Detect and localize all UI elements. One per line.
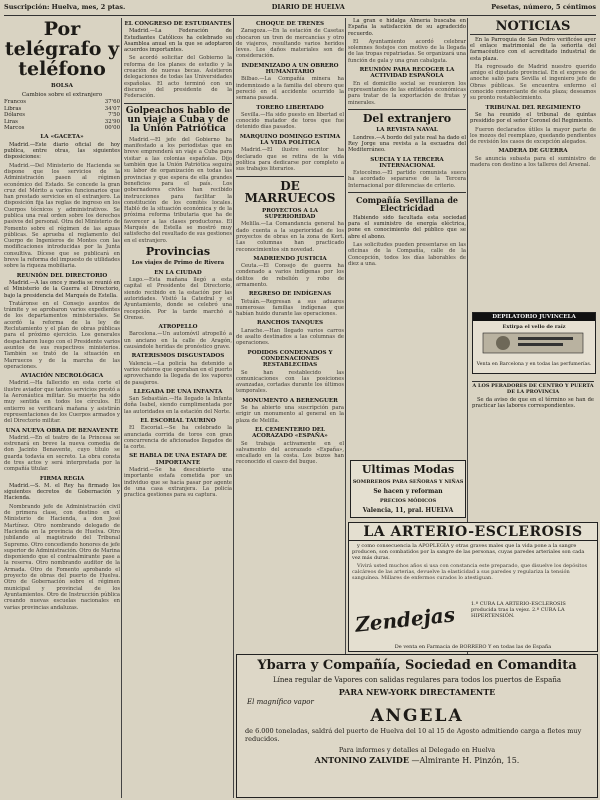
stock-table	[4, 99, 120, 131]
stock-value: 37'60	[104, 99, 120, 106]
section-title-condenados: PODIDOS CONDENADOS Y CONDENACIONES RESTABLECIDAS	[247, 349, 333, 369]
article-filler: Ha regresado de Madrid nuestro querido amigo el diputado provincial. En el expreso de anoche salió para Sevilla el ingeniero jefe de Obras públicas. Se encuentra enfermo el conocido comerciante de esta plaza; deseamos su pronto restablecimiento.	[470, 63, 596, 102]
section-title-necrologica: AVIACIÓN NECROLÓGICA	[20, 373, 104, 380]
ultimas-modas-title: Ultimas Modas	[361, 463, 455, 476]
divider	[236, 176, 344, 177]
article-text: Madrid.—La Federación de Estudiantes Católicos ha celebrado su Asamblea anual en la que se adoptaron acuerdos importantes.	[124, 28, 232, 54]
section-title-raterismos: RATERISMOS DISGUSTADOS	[131, 353, 225, 360]
article-filler: Valencia.—La policía ha detenido a varios rateros que operaban en el puerto aprovechando la llegada de los vapores de pasajeros.	[124, 360, 232, 386]
article-filler: Tetuán.—Regresan a sus aduares numerosas familias indígenas que habían huido durante las operaciones.	[236, 298, 344, 318]
section-subtitle-bolsa: Cambios sobre el extranjero	[21, 92, 103, 99]
article-filler: Bilbao.—La Compañía minera ha indemnizado a la familia del obrero que pereció en el accidente ocurrido la semana pasada.	[236, 76, 344, 102]
section-subtitle-marruecos: PROYECTOS A LA SUPERIORIDAD	[261, 207, 319, 221]
arterio-text: y como consecuencia la APOPLEGIA y otras graves males que la vida pone a la sangre producen, son combatidos por la sangre de las personas, cuyas paredes arteriales son cada vez más duras.	[352, 543, 585, 561]
article-filler: El Ayuntamiento acordó celebrar solemnes festejos con motivo de la llegada de las tropas repatriadas. Se organizará una función de gala y una gran cabalgata.	[348, 38, 466, 64]
article-filler: Melilla.—La Comandancia general ha dado cuenta a la superioridad de los proyectos de obras en la zona de Kert. Las columnas han practicado reconocimientos sin novedad.	[236, 221, 344, 253]
article-filler: Madrid.—El ilustre escritor ha declarado que se retira de la vida política para dedicarse por completo a sus trabajos literarios.	[236, 147, 344, 173]
section-title-reunion: REUNIÓN DEL DIRECTORIO	[16, 272, 108, 279]
compania-title: Compañía Sevillana de Electricidad	[355, 195, 459, 214]
section-title-estafa: SE HABLA DE UNA ESTAFA DE IMPORTANTE	[129, 453, 227, 466]
section-title-tribunal: TRIBUNAL DEL REGIMIENTO	[485, 104, 581, 111]
zendejas-logo	[355, 601, 465, 645]
headline-cuba: Golpeachos hablo de un viaje a Cuba y de la Unión Patriótica	[125, 105, 231, 135]
article-text: Se da aviso de que en el término se han de practicar las labores correspondientes.	[472, 396, 594, 408]
ybarra-ship-name: ANGELA	[370, 706, 464, 726]
section-title-tanques: RANCHOS TANQUES	[256, 320, 324, 327]
section-subtitle-viajes: Los viajes de Primo de Rivera	[131, 260, 225, 267]
section-title-atropello: ATROPELLO	[158, 324, 198, 331]
ultimas-modas-ad	[350, 460, 466, 518]
ybarra-agent-line	[237, 755, 597, 765]
section-title-extranjero: Del extranjero	[362, 111, 452, 125]
divider	[348, 109, 466, 110]
article-filler: Estocolmo.—El partido comunista sueco ha acordado separarse de la Tercera Internacional por diferencias de criterio.	[348, 170, 466, 189]
main-headline: Por telégrafo y teléfono	[4, 18, 120, 80]
article-text: En la Parroquia de San Pedro verificóse ayer el enlace matrimonial de la señorita del farmacéutico con el acreditado industrial de esta plaza.	[470, 36, 596, 62]
column-rule	[233, 18, 234, 798]
article-filler: Se acordó solicitar del Gobierno la reforma de los planes de estudio y la creación de nuevas becas. Asistieron delegaciones de todas las Universidades españolas. El acto terminó con un discurso del presidente de la Federación.	[124, 55, 232, 100]
stock-value: 32'90	[104, 118, 120, 125]
section-title-acorazado: EL CEMENTERIO DEL ACORAZADO «ESPAÑA»	[252, 426, 328, 440]
article-filler: Madrid.—El jefe del Gobierno ha manifestado a los periodistas que en breve emprenderá un viaje a Cuba para visitar a las colonias españolas. Dijo también que la Unión Patriótica seguirá su labor de organización en todas las provincias y que espera de ella grandes beneficios para el país. Los gobernadores civiles han recibido instrucciones para facilitar la constitución de los comités locales. Habló de la situación económica y de la próxima reforma tributaria que ha de favorecer a las clases productoras. El Marqués de Estella se mostró muy satisfecho del resultado de sus gestiones en el extranjero.	[124, 136, 232, 244]
arterio-esclerosis-ad	[348, 522, 598, 652]
column-1	[4, 18, 120, 798]
article-text: Madrid.—Este diario oficial de hoy publica, entre otras, las siguientes disposiciones:	[4, 141, 120, 161]
article-filler: Madrid.—Se ha descubierto una importante estafa cometida por un individuo que se hacía pasar por agente de una casa extranjera. La policía practica gestiones para su captura.	[124, 467, 232, 499]
article-filler: Zaragoza.—En la estación de Casetas chocaron un tren de mercancías y otro de viajeros, resultando varios heridos leves. Los daños materiales son de consideración.	[236, 28, 344, 60]
section-title-marquino: MARQUINO DOMINGO ESTIMA LA VIDA POLÍTICA	[239, 133, 341, 147]
stock-value: 34'07	[104, 105, 120, 112]
section-title-provincias: Provincias	[145, 244, 211, 258]
ultimas-modas-prices: PRECIOS MÓDICOS	[379, 498, 437, 504]
section-title-marruecos: DE MARRUECOS	[244, 178, 336, 206]
article-text: Madrid.—A las once y media se reunió en el Ministerio de la Guerra el Directorio, bajo la presidencia del Marqués de Estella.	[4, 279, 120, 299]
zendejas-sale: De venta en Farmacia de BORRERO Y en todas las de España	[394, 644, 552, 650]
section-title-berenguer: MONUMENTO A BERENGUER	[242, 397, 338, 404]
depilatorio-ad	[472, 312, 596, 374]
article-filler: Barcelona.—Un automóvil atropelló a un anciano en la calle de Aragón, causándole heridas de pronóstico grave.	[124, 331, 232, 351]
column-rule	[121, 18, 122, 798]
peradores-notice	[472, 378, 594, 408]
ultimas-modas-address: Valencia, 11, pral. HUELVA	[362, 507, 454, 514]
section-title-justicia: MADRIENDO JUSTICIA	[253, 255, 327, 262]
ybarra-title: Ybarra y Compañía, Sociedad en Comandita	[257, 658, 577, 673]
subscription-info: Suscripción: Huelva, mes, 2 ptas.	[4, 3, 126, 11]
stock-name: Libras	[4, 105, 22, 112]
depilatorio-illustration	[473, 331, 595, 355]
section-title-infanta: LLEGADA DE UNA INFANTA	[133, 388, 223, 395]
section-title-noticias: NOTICIAS	[470, 20, 596, 35]
section-title-escorial: EL ESCORIAL TAURINO	[140, 418, 216, 424]
cura-text: 1.º CURA LA ARTERIO-ESCLEROSIS producida tras la vejez. 2.º CURA LA HIPERTENSIÓN.	[471, 601, 566, 619]
section-title-bolsa: BOLSA	[50, 82, 74, 89]
column-2	[124, 18, 232, 798]
section-subtitle-revista: LA REVISTA NAVAL	[376, 127, 438, 134]
section-title-reunion-cp: REUNIÓN PARA RECOGER LA ACTIVIDAD ESPAÑOLA	[359, 67, 455, 80]
masthead-strip	[4, 3, 596, 16]
article-filler: El Escorial.—Se ha celebrado la anunciada corrida de toros con gran concurrencia de aficionados llegados de la corte.	[124, 425, 232, 451]
section-title-peradores: A LOS PERADORES DE CENTRO Y PUERTA DE LA PROVINCIA	[472, 383, 594, 396]
article-text: Habiendo sido facultada esta sociedad para el suministro de energía eléctrica, pone en conocimiento del público que se abre el abono.	[348, 214, 466, 240]
stock-value: 00'00	[104, 125, 120, 132]
article-filler: Se ha abierto una suscripción para erigir un monumento al general en la plaza de Melilla.	[236, 405, 344, 424]
stock-name: Marcos	[4, 125, 25, 132]
article-filler: Las solicitudes pueden presentarse en las oficinas de la Compañía, calle de la Concepción, todos los días laborables de diez a una.	[348, 242, 466, 267]
zendejas-wordmark: Zendejas	[354, 602, 457, 637]
article-filler: Sevilla.—Ha sido puesto en libertad el conocido matador de toros que fue detenido días pasados.	[236, 111, 344, 131]
section-title-firma: FIRMA REGIA	[39, 475, 85, 482]
stock-name: Dólares	[4, 112, 26, 119]
newspaper-name: DIARIO DE HUELVA	[271, 3, 345, 11]
section-title-madera: MADERA DE GUERRA	[498, 148, 568, 155]
section-title-suecia: SUECIA Y LA TERCERA INTERNACIONAL	[370, 156, 444, 169]
article-filler: Lugo.—Esta mañana llegó a esta capital el Presidente del Directorio, siendo recibido en la estación por las autoridades. Visitó la Catedral y el Ayuntamiento, donde se celebró una recepción. Por la tarde marchó a Orense.	[124, 277, 232, 321]
divider	[348, 192, 466, 193]
arterio-title: LA ARTERIO-ESCLEROSIS	[349, 524, 597, 541]
section-title-indigenas: REGRESO DE INDÍGENAS	[248, 291, 332, 298]
article-filler: San Sebastián.—Ha llegado la Infanta doña Isabel, siendo cumplimentada por las autoridades en la estación del Norte.	[124, 396, 232, 415]
section-title-gaceta: LA «GACETA»	[40, 134, 84, 141]
ybarra-vapor-label: El magnífico vapor	[247, 698, 314, 706]
section-subtitle-ciudad: EN LA CIUDAD	[154, 269, 202, 276]
article-filler: Se han restablecido las comunicaciones con las posiciones avanzadas, cortadas durante los últimos temporales.	[236, 369, 344, 395]
ybarra-address: —Almirante H. Pinzón, 15.	[411, 756, 520, 765]
section-title-torero: TORERO LIBERTADO	[256, 104, 324, 111]
article-filler: Larache.—Han llegado varios carros de asalto destinados a las columnas de operaciones.	[236, 327, 344, 347]
article-text: Madrid.—S. M. el Rey ha firmado los siguientes decretos de Gobernación y Hacienda.	[4, 482, 120, 502]
section-title-choque: CHOQUE DE TRENES	[255, 21, 325, 27]
ybarra-subtitle: Línea regular de Vapores con salidas regulares para todos los puertos de España	[272, 676, 562, 684]
ybarra-text: de 6.000 toneladas, saldrá del puerto de Huelva del 10 al 15 de Agosto admitiendo carga a fletes muy reducidos.	[245, 727, 582, 743]
article-text: Londres.—A bordo del yate real ha dado el Rey Jorge una revista a la escuadra del Mediterráneo.	[348, 134, 466, 154]
article-filler: Fueron declarados útiles la mayor parte de los mozos del reemplazo, quedando pendientes de revisión los casos de excepción alegados.	[470, 126, 596, 146]
stock-name: Francos	[4, 99, 27, 106]
ybarra-info: Para informes y detalles al Delegado en Huelva	[338, 746, 496, 754]
issue-price: Pesetas, número, 5 céntimos	[491, 3, 596, 11]
stock-value: 7'50	[108, 112, 120, 119]
section-title-estudiantes: EL CONGRESO DE ESTUDIANTES	[124, 21, 232, 27]
article-filler: Madrid.—En el teatro de la Princesa se estrenará en breve la nueva comedia de don Jacinto Benavente, cuyo título se guarda todavía en secreto. La obra consta de tres actos y será interpretada por la compañía titular.	[4, 434, 120, 473]
depilatorio-title: DEPILATORIO JUVINCELA	[473, 313, 595, 321]
ybarra-route: PARA NEW-YORK DIRECTAMENTE	[338, 687, 496, 697]
article-filler: En el domicilio social se reunieron los representantes de las entidades económicas para tratar de la exportación de frutas y minerales.	[348, 80, 466, 106]
article-filler: Nombrando jefe de Administración civil de primera clase, con destino en el Ministerio de Hacienda, a don José Martínez. Otro nombrando delegado de Hacienda en la provincia de Huelva. Otro jubilando al magistrado del Tribunal Supremo. Otro concediendo honores de jefe superior de Administración. Otro de Marina disponiendo que el contraalmirante pase a la reserva. Otro nombrando auditor de la Armada. Otro de Fomento aprobando el proyecto de obras del puerto de Huelva. Otro de Gobernación sobre el régimen municipal y provincial de los Ayuntamientos. Otro de Instrucción pública creando nuevas escuelas nacionales en varias provincias andaluzas.	[4, 503, 120, 611]
article-text: La gran e hidalga Almería buscaba en España la satisfacción de su agradecido recuerdo.	[348, 18, 466, 37]
ybarra-ad	[236, 654, 598, 798]
ybarra-agent: ANTONINO ZALVIDE	[314, 755, 409, 765]
depilatorio-text: Venta en Barcelona y en todas las perfumerías.	[476, 362, 592, 367]
article-filler: Madrid.—Ha fallecido en esta corte el ilustre aviador que tantos servicios prestó a la Aeronáutica militar. Su muerte ha sido muy sentida en todos los círculos. El entierro se verificará mañana y asistirán representaciones de los Cuerpos armados y del Directorio militar.	[4, 380, 120, 425]
article-filler: Vivirá usted muchos años si usa con constancia este preparado, que disuelve los depósitos calcáreos de las arterias, devuelve la elasticidad a sus paredes y regulariza la tensión sanguínea. Millares de enfermos curados lo atestiguan.	[352, 563, 588, 581]
article-text: Se ha reunido el tribunal de quintas presidido por el señor Coronel del Regimiento.	[470, 111, 596, 125]
divider	[124, 103, 232, 104]
stock-name: Liras	[4, 118, 18, 125]
article-filler: Madrid.—Del Ministerio de Hacienda se dispone que los servicios de la Administración pasen al régimen económico del Estado. Se concede la gran cruz del Mérito a varios funcionarios que han prestado servicios en el extranjero. La disposición fija las reglas de ingreso en los Cuerpos técnicos y administrativos. Se publica una real orden sobre los derechos pasivos del personal. Otra del Ministerio de Fomento sobre el régimen de las aguas públicas. Se aprueba el reglamento del Cuerpo de Ingenieros de Montes con las modificaciones introducidas por la Junta consultiva. Dícese que se publicará en breve la reforma del impuesto de utilidades sobre la riqueza mobiliaria.	[4, 162, 120, 270]
section-title-obrero: INDEMNIZADO A UN OBRERO HUMANITARIO	[241, 62, 339, 76]
ultimas-modas-line: Se hacen y reforman	[373, 488, 443, 495]
article-filler: Se trabaja activamente en el salvamento del acorazado «España», encallado en la costa. Los buzos han reconocido el casco del buque.	[236, 440, 344, 466]
article-filler: Se anuncia subasta para el suministro de madera con destino a los talleres del Arsenal.	[470, 155, 596, 168]
depilatorio-subtitle: Extirpa el vello de raíz	[502, 324, 566, 330]
article-filler: Tratáronse en el Consejo asuntos de trámite y se aprobaron varios expedientes de los departamentos ministeriales. Se acordó la reforma de la ley de Reclutamiento y el plan de obras públicas para el próximo ejercicio. Los generales despacharon luego con el Presidente varios asuntos de sus respectivos ministerios. También se trató de la situación en Marruecos y de la marcha de las operaciones.	[4, 300, 120, 370]
ultimas-modas-subtitle: SOMBREROS PARA SEÑORAS Y NIÑAS	[352, 479, 464, 485]
article-filler: Ceuta.—El Consejo de guerra ha condenado a varios indígenas por los delitos de rebelión y robo de armamento.	[236, 263, 344, 288]
section-title-benavente: UNA NUEVA OBRA DE BENAVENTE	[5, 427, 119, 434]
